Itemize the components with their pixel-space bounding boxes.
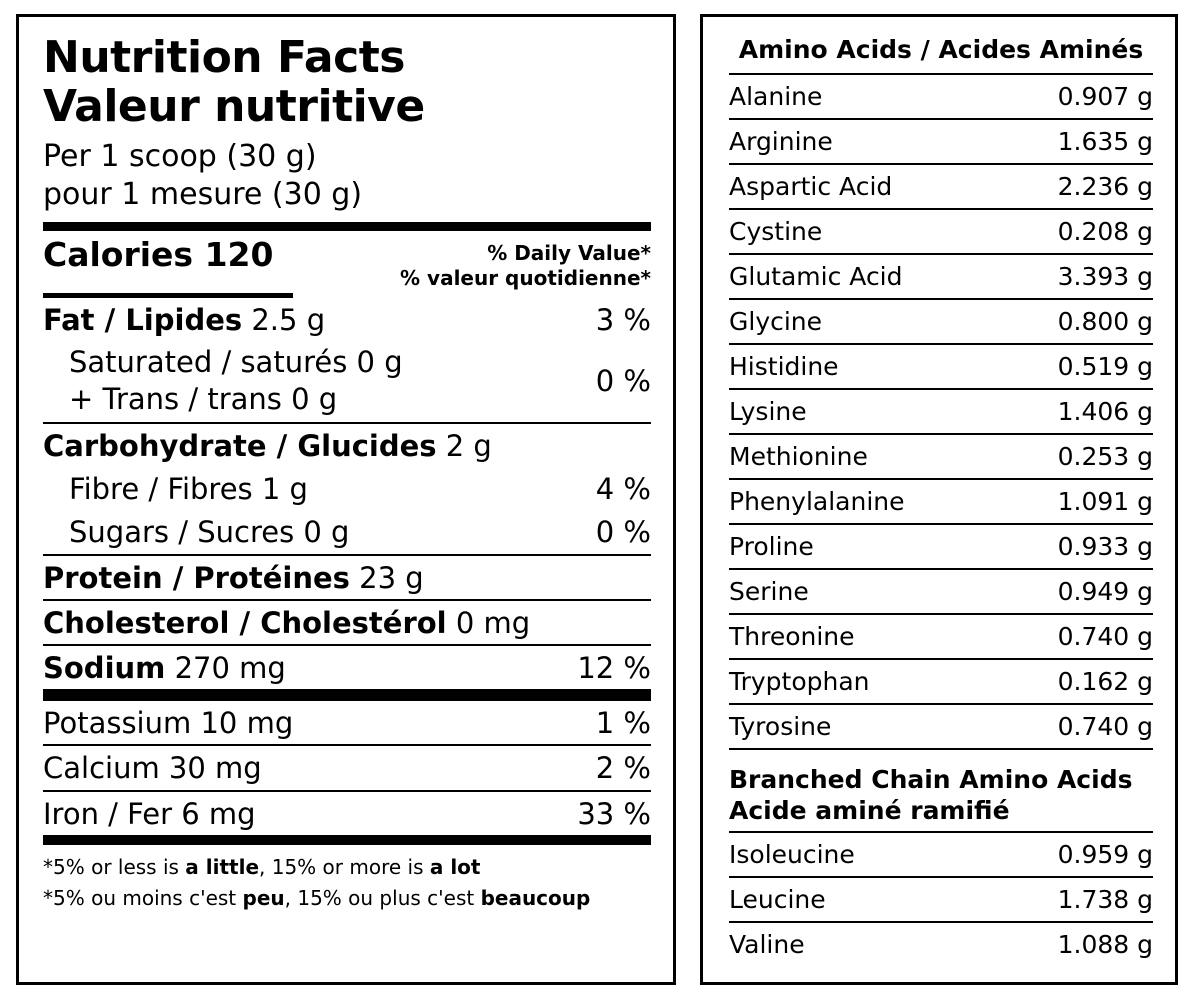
carbohydrate-amount: 2 g: [445, 428, 492, 463]
amino-acid-name: Glycine: [729, 307, 823, 336]
amino-acid-name: Tryptophan: [729, 667, 870, 696]
amino-acid-amount: 2.236 g: [1057, 172, 1153, 201]
divider-thick-top: [43, 222, 651, 231]
row-carbohydrate: [43, 424, 651, 467]
bcaa-amount: 1.088 g: [1057, 929, 1153, 959]
amino-acid-name: Tyrosine: [729, 712, 832, 741]
bcaa-header: [729, 748, 1153, 831]
row-fat: [43, 298, 651, 341]
table-row: [729, 118, 1153, 163]
table-row: [729, 831, 1153, 876]
table-row: [729, 921, 1153, 966]
row-sugars: [43, 510, 651, 553]
row-cholesterol: [43, 601, 651, 644]
table-row: [729, 478, 1153, 523]
amino-acid-amount: 0.933 g: [1057, 532, 1153, 561]
trans-fat-label: + Trans / trans 0 g: [69, 382, 338, 417]
amino-acid-name: Proline: [729, 532, 814, 561]
fat-amount: 2.5 g: [251, 303, 326, 338]
nutrition-facts-panel: [16, 14, 676, 985]
calories-label: Calories 120: [43, 235, 274, 275]
amino-acid-name: Phenylalanine: [729, 487, 905, 516]
fat-daily-value: 3 %: [595, 303, 651, 338]
row-fibre: [43, 467, 651, 510]
potassium-daily-value: 1 %: [595, 706, 651, 741]
amino-acid-name: Histidine: [729, 352, 839, 381]
bcaa-name: Valine: [729, 929, 805, 959]
calcium-daily-value: 2 %: [595, 751, 651, 786]
serving-size-french: pour 1 mesure (30 g): [43, 176, 363, 212]
amino-acids-header: Amino Acids / Acides Aminés: [738, 35, 1144, 64]
daily-value-header: [400, 235, 651, 291]
amino-acid-name: Methionine: [729, 442, 868, 471]
fat-label: Fat / Lipides: [43, 303, 243, 338]
amino-acid-amount: 0.519 g: [1057, 352, 1153, 381]
amino-acid-amount: 0.740 g: [1057, 712, 1153, 741]
row-iron: [43, 792, 651, 835]
daily-value-header-english: % Daily Value*: [487, 241, 651, 266]
nutrition-title-english: Nutrition Facts: [43, 32, 405, 83]
bcaa-name: Isoleucine: [729, 839, 855, 869]
footnote-english: [43, 845, 651, 882]
table-row: [729, 703, 1153, 748]
serving-size-english: Per 1 scoop (30 g): [43, 138, 317, 174]
calories-row: [43, 231, 651, 293]
calcium-label: Calcium 30 mg: [43, 751, 262, 786]
amino-acid-amount: 0.162 g: [1057, 667, 1153, 696]
table-row: [729, 613, 1153, 658]
table-row: [729, 523, 1153, 568]
table-row: [729, 163, 1153, 208]
table-row: [729, 343, 1153, 388]
protein-amount: 23 g: [359, 560, 424, 595]
iron-label: Iron / Fer 6 mg: [43, 796, 256, 831]
table-row: [729, 658, 1153, 703]
table-row: [729, 433, 1153, 478]
table-row: [729, 388, 1153, 433]
amino-acid-amount: 0.253 g: [1057, 442, 1153, 471]
bcaa-amount: 1.738 g: [1057, 884, 1153, 914]
footnote-french-mid: , 15% ou plus c'est: [284, 885, 481, 910]
amino-acid-amount: 1.635 g: [1057, 127, 1153, 156]
amino-acid-amount: 3.393 g: [1057, 262, 1153, 291]
footnote-french: [43, 882, 651, 913]
row-potassium: [43, 701, 651, 744]
footnote-french-bold-peu: peu: [242, 885, 285, 910]
table-row: [729, 298, 1153, 343]
saturated-trans-daily-value: 0 %: [595, 364, 651, 399]
table-row: [729, 876, 1153, 921]
amino-acid-amount: 0.949 g: [1057, 577, 1153, 606]
bcaa-header-french: Acide aminé ramifié: [729, 796, 1010, 826]
amino-acid-name: Serine: [729, 577, 809, 606]
daily-value-header-french: % valeur quotidienne*: [400, 266, 651, 291]
fibre-label: Fibre / Fibres 1 g: [69, 472, 308, 507]
footnote-english-pre: *5% or less is: [43, 854, 186, 879]
divider-thick-bottom: [43, 835, 651, 845]
sodium-amount: 270 mg: [174, 651, 286, 685]
table-row: [729, 208, 1153, 253]
amino-acid-amount: 0.740 g: [1057, 622, 1153, 651]
sugars-label: Sugars / Sucres 0 g: [69, 515, 350, 550]
amino-acid-name: Glutamic Acid: [729, 262, 903, 291]
footnote-english-bold-little: a little: [185, 854, 260, 879]
amino-acids-panel: [700, 14, 1178, 985]
table-row: [729, 568, 1153, 613]
sodium-daily-value: 12 %: [577, 651, 651, 685]
amino-acid-name: Lysine: [729, 397, 807, 426]
table-row: [729, 253, 1153, 298]
footnote-english-bold-alot: a lot: [429, 854, 481, 879]
footnote-french-pre: *5% ou moins c'est: [43, 885, 243, 910]
amino-acid-name: Arginine: [729, 127, 833, 156]
potassium-label: Potassium 10 mg: [43, 706, 294, 741]
bcaa-name: Leucine: [729, 884, 826, 914]
amino-acid-amount: 1.091 g: [1057, 487, 1153, 516]
amino-acid-amount: 1.406 g: [1057, 397, 1153, 426]
bcaa-amount: 0.959 g: [1057, 839, 1153, 869]
footnote-english-mid: , 15% or more is: [259, 854, 430, 879]
row-calcium: [43, 746, 651, 789]
cholesterol-amount: 0 mg: [455, 605, 531, 640]
amino-acid-amount: 0.208 g: [1057, 217, 1153, 246]
amino-acid-name: Aspartic Acid: [729, 172, 893, 201]
amino-acid-name: Threonine: [729, 622, 855, 651]
row-sodium: [43, 646, 651, 689]
amino-acid-amount: 0.907 g: [1057, 82, 1153, 111]
row-protein: [43, 556, 651, 599]
iron-daily-value: 33 %: [577, 796, 651, 831]
divider-thick-mid: [43, 689, 651, 701]
nutrition-title-french: Valeur nutritive: [43, 81, 425, 133]
amino-acid-name: Alanine: [729, 82, 823, 111]
cholesterol-label: Cholesterol / Cholestérol: [43, 605, 447, 640]
amino-acid-amount: 0.800 g: [1057, 307, 1153, 336]
sugars-daily-value: 0 %: [595, 515, 651, 550]
row-saturated-trans: [43, 342, 651, 422]
protein-label: Protein / Protéines: [43, 560, 350, 595]
sodium-label: Sodium: [43, 651, 166, 685]
carbohydrate-label: Carbohydrate / Glucides: [43, 428, 437, 463]
amino-acid-name: Cystine: [729, 217, 823, 246]
saturated-fat-label: Saturated / saturés 0 g: [69, 344, 403, 379]
fibre-daily-value: 4 %: [595, 472, 651, 507]
table-row: [729, 73, 1153, 118]
footnote-french-bold-beaucoup: beaucoup: [480, 885, 591, 910]
bcaa-header-english: Branched Chain Amino Acids: [729, 765, 1133, 794]
